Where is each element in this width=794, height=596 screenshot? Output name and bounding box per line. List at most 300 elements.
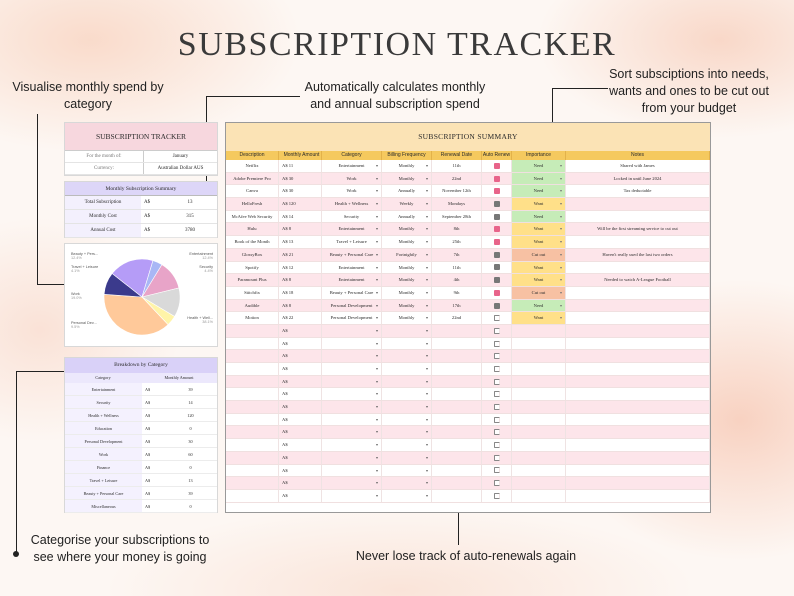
cell-renewal-date[interactable] [432,465,482,477]
connector-dot [13,551,19,557]
cell-notes[interactable]: Locked in until June 2024 [566,173,710,185]
cell-renewal-date[interactable] [432,325,482,337]
cell-monthly-amount[interactable]: A$ [279,350,322,362]
cell-billing-dropdown[interactable]: Annually ▾ [382,211,432,223]
cell-importance-dropdown[interactable] [512,452,566,464]
cell-importance-dropdown[interactable]: Cut out ▾ [512,249,566,261]
cell-category-dropdown[interactable]: Health + Wellness ▾ [322,198,382,210]
summary-sheet-title: SUBSCRIPTION SUMMARY [226,123,710,151]
auto-renew-checkbox[interactable] [494,214,500,220]
auto-renew-checkbox[interactable] [494,163,500,169]
cell-importance-dropdown[interactable]: Want ▾ [512,223,566,235]
connector-line [37,114,38,284]
cell-category-dropdown[interactable] [322,376,382,388]
cell-renewal-date[interactable] [432,452,482,464]
table-row [226,388,710,401]
cell-billing-dropdown[interactable] [382,477,432,489]
pie-slice-name: Beauty + Pers... [71,252,99,256]
cell-billing-dropdown[interactable]: Monthly ▾ [382,274,432,286]
cell-notes[interactable] [566,262,710,274]
cell-billing-dropdown[interactable] [382,426,432,438]
cell-description[interactable]: Paramount Plus [226,274,279,286]
connector-line [16,371,66,372]
cell-monthly-amount[interactable]: A$ [279,477,322,489]
cell-renewal-date[interactable]: September 28th [432,211,482,223]
cell-notes[interactable] [566,477,710,489]
cell-category-dropdown[interactable]: Security ▾ [322,211,382,223]
cell-monthly-amount[interactable]: A$ 8 [279,274,322,286]
breakdown-currency: A$ [145,491,151,496]
cell-monthly-amount[interactable]: A$ 120 [279,198,322,210]
cell-auto-renew [482,376,512,388]
auto-renew-checkbox[interactable] [494,226,500,232]
cell-notes[interactable]: Tax deductable [566,185,710,197]
cell-renewal-date[interactable]: 11th [432,262,482,274]
summary-row [65,196,217,210]
breakdown-row [65,409,217,422]
summary-label: Annual Cost [65,224,141,237]
cell-monthly-amount[interactable]: A$ 11 [279,160,322,172]
cell-auto-renew [482,249,512,261]
cell-monthly-amount[interactable]: A$ 8 [279,300,322,312]
breakdown-amount: 60 [188,452,193,457]
cell-importance-dropdown[interactable]: Need ▾ [512,211,566,223]
auto-renew-checkbox[interactable] [494,290,500,296]
cell-renewal-date[interactable]: Mondays [432,198,482,210]
cell-notes[interactable]: Needed to watch A-League Football [566,274,710,286]
cell-billing-dropdown[interactable]: Fortnightly ▾ [382,249,432,261]
cell-notes[interactable]: Haven't really used the last two orders [566,249,710,261]
cell-description[interactable] [226,338,279,350]
breakdown-amount: 39 [188,491,193,496]
cell-renewal-date[interactable]: 4th [432,274,482,286]
auto-renew-checkbox[interactable] [494,252,500,258]
cell-category-dropdown[interactable] [322,490,382,502]
cell-monthly-amount[interactable]: A$ [279,401,322,413]
table-row [226,173,710,186]
breakdown-amount: 120 [187,413,194,418]
cell-description[interactable] [226,452,279,464]
cell-description[interactable] [226,439,279,451]
cell-importance-dropdown[interactable]: Want ▾ [512,198,566,210]
pie-slice-name: Health + Well... [187,316,213,320]
auto-renew-checkbox[interactable] [494,493,500,499]
cell-monthly-amount[interactable]: A$ [279,426,322,438]
cell-notes[interactable] [566,325,710,337]
cell-description[interactable]: Adobe Premiere Pro [226,173,279,185]
cell-notes[interactable] [566,300,710,312]
cell-renewal-date[interactable] [432,414,482,426]
cell-description[interactable]: Canva [226,185,279,197]
cell-importance-dropdown[interactable]: Want ▾ [512,236,566,248]
cell-auto-renew [482,401,512,413]
cell-monthly-amount[interactable]: A$ 30 [279,173,322,185]
cell-billing-dropdown[interactable] [382,414,432,426]
cell-description[interactable] [226,325,279,337]
cell-renewal-date[interactable] [432,490,482,502]
cell-billing-dropdown[interactable] [382,439,432,451]
cell-auto-renew [482,160,512,172]
breakdown-category: Work [65,448,142,460]
cell-importance-dropdown[interactable]: Want ▾ [512,262,566,274]
pie-slice-label [71,252,98,261]
cell-description[interactable] [226,426,279,438]
cell-monthly-amount[interactable]: A$ [279,388,322,400]
cell-billing-dropdown[interactable] [382,401,432,413]
cell-importance-dropdown[interactable] [512,414,566,426]
pie-slice-pct: 4.1% [71,269,80,274]
cell-notes[interactable] [566,465,710,477]
auto-renew-checkbox[interactable] [494,366,500,372]
cell-monthly-amount[interactable]: A$ 30 [279,185,322,197]
connector-line [16,371,17,553]
breakdown-currency: A$ [145,413,151,418]
cell-description[interactable] [226,465,279,477]
pie-slice-pct: 12.4% [202,256,213,261]
cell-category-dropdown[interactable]: Entertainment ▾ [322,262,382,274]
breakdown-currency: A$ [145,387,151,392]
cell-monthly-amount[interactable]: A$ 21 [279,249,322,261]
cell-renewal-date[interactable] [432,338,482,350]
month-label: For the month of: [86,154,122,159]
auto-renew-checkbox[interactable] [494,188,500,194]
table-row [226,452,710,465]
cell-renewal-date[interactable] [432,376,482,388]
cell-billing-dropdown[interactable]: Monthly ▾ [382,173,432,185]
cell-category-dropdown[interactable] [322,363,382,375]
cell-notes[interactable] [566,338,710,350]
cell-importance-dropdown[interactable] [512,388,566,400]
breakdown-row [65,487,217,500]
summary-row [65,210,217,224]
cell-description[interactable]: GlossyBox [226,249,279,261]
col-importance: Importance [512,151,566,160]
cell-importance-dropdown[interactable] [512,439,566,451]
cell-billing-dropdown[interactable]: Monthly ▾ [382,160,432,172]
cell-notes[interactable] [566,414,710,426]
cell-description[interactable] [226,363,279,375]
cell-billing-dropdown[interactable] [382,350,432,362]
cell-billing-dropdown[interactable]: Monthly ▾ [382,312,432,324]
cell-notes[interactable] [566,452,710,464]
cell-auto-renew [482,312,512,324]
callout-categorise: Categorise your subscriptions to see where your money is going [30,533,210,564]
cell-notes[interactable] [566,439,710,451]
auto-renew-checkbox[interactable] [494,404,500,410]
cell-category-dropdown[interactable] [322,439,382,451]
table-row [226,185,710,198]
cell-billing-dropdown[interactable]: Weekly ▾ [382,198,432,210]
cell-renewal-date[interactable]: 25th [432,236,482,248]
cell-auto-renew [482,452,512,464]
cell-category-dropdown[interactable] [322,465,382,477]
cell-category-dropdown[interactable] [322,388,382,400]
cell-renewal-date[interactable]: 9th [432,287,482,299]
cell-billing-dropdown[interactable]: Monthly ▾ [382,300,432,312]
cell-monthly-amount[interactable]: A$ [279,414,322,426]
cell-auto-renew [482,198,512,210]
cell-renewal-date[interactable] [432,439,482,451]
col-notes: Notes [566,151,710,160]
pie-slice-name: Travel + Leisure [71,265,99,269]
cell-billing-dropdown[interactable] [382,338,432,350]
cell-renewal-date[interactable] [432,477,482,489]
cell-billing-dropdown[interactable] [382,363,432,375]
cell-category-dropdown[interactable] [322,414,382,426]
table-row [226,325,710,338]
cell-notes[interactable] [566,401,710,413]
table-row [226,312,710,325]
auto-renew-checkbox[interactable] [494,467,500,473]
cell-notes[interactable] [566,350,710,362]
cell-importance-dropdown[interactable]: Need ▾ [512,300,566,312]
cell-description[interactable]: Hulu [226,223,279,235]
cell-billing-dropdown[interactable]: Monthly ▾ [382,236,432,248]
auto-renew-checkbox[interactable] [494,442,500,448]
table-row [226,287,710,300]
cell-category-dropdown[interactable]: Beauty + Personal Care ▾ [322,287,382,299]
cell-monthly-amount[interactable]: A$ 18 [279,287,322,299]
cell-renewal-date[interactable] [432,388,482,400]
cell-auto-renew [482,477,512,489]
tracker-panel [64,122,218,176]
cell-importance-dropdown[interactable]: Want ▾ [512,312,566,324]
cell-description[interactable] [226,388,279,400]
cell-importance-dropdown[interactable] [512,426,566,438]
cell-importance-dropdown[interactable] [512,465,566,477]
cell-monthly-amount[interactable]: A$ [279,452,322,464]
cell-renewal-date[interactable]: 8th [432,223,482,235]
cell-description[interactable]: McAfee Web Security [226,211,279,223]
table-row [226,262,710,275]
breakdown-row [65,474,217,487]
table-row [226,401,710,414]
cell-category-dropdown[interactable]: Work ▾ [322,173,382,185]
cell-notes[interactable]: Shared with James [566,160,710,172]
cell-monthly-amount[interactable]: A$ 22 [279,312,322,324]
cell-description[interactable] [226,350,279,362]
currency-row [65,163,217,175]
breakdown-currency: A$ [145,504,151,509]
cell-monthly-amount[interactable]: A$ [279,465,322,477]
cell-importance-dropdown[interactable]: Want ▾ [512,274,566,286]
breakdown-category: Entertainment [65,383,142,395]
cell-importance-dropdown[interactable] [512,376,566,388]
breakdown-panel [64,357,218,513]
col-category: Category [322,151,382,160]
cell-description[interactable]: Book of the Month [226,236,279,248]
cell-category-dropdown[interactable] [322,477,382,489]
table-row [226,236,710,249]
auto-renew-checkbox[interactable] [494,264,500,270]
pie-slice-name: Work [71,292,80,296]
auto-renew-checkbox[interactable] [494,417,500,423]
cell-renewal-date[interactable]: 11th [432,160,482,172]
cell-description[interactable] [226,414,279,426]
table-row [226,274,710,287]
cell-renewal-date[interactable] [432,350,482,362]
cell-category-dropdown[interactable]: Travel + Leisure ▾ [322,236,382,248]
pie-slice-label [187,316,213,325]
cell-importance-dropdown[interactable] [512,490,566,502]
breakdown-currency: A$ [145,478,151,483]
cell-monthly-amount[interactable]: A$ 8 [279,223,322,235]
auto-renew-checkbox[interactable] [494,303,500,309]
table-row [226,249,710,262]
cell-category-dropdown[interactable] [322,426,382,438]
auto-renew-checkbox[interactable] [494,429,500,435]
cell-category-dropdown[interactable]: Work ▾ [322,185,382,197]
cell-notes[interactable] [566,287,710,299]
cell-billing-dropdown[interactable]: Monthly ▾ [382,262,432,274]
cell-renewal-date[interactable]: 7th [432,249,482,261]
cell-category-dropdown[interactable]: Beauty + Personal Care ▾ [322,249,382,261]
auto-renew-checkbox[interactable] [494,277,500,283]
auto-renew-checkbox[interactable] [494,201,500,207]
cell-notes[interactable] [566,490,710,502]
cell-monthly-amount[interactable]: A$ [279,325,322,337]
cell-importance-dropdown[interactable] [512,401,566,413]
cell-description[interactable]: Stitchfix [226,287,279,299]
cell-description[interactable] [226,376,279,388]
cell-auto-renew [482,465,512,477]
cell-category-dropdown[interactable] [322,452,382,464]
auto-renew-checkbox[interactable] [494,480,500,486]
table-row [226,426,710,439]
currency-label: Currency: [94,166,114,171]
summary-value: 13 [187,200,193,205]
cell-category-dropdown[interactable]: Entertainment ▾ [322,274,382,286]
table-row [226,350,710,363]
cell-category-dropdown[interactable] [322,325,382,337]
cell-description[interactable] [226,477,279,489]
cell-renewal-date[interactable] [432,401,482,413]
cell-billing-dropdown[interactable]: Monthly ▾ [382,287,432,299]
cell-importance-dropdown[interactable] [512,338,566,350]
breakdown-amount: 0 [189,426,192,431]
month-value[interactable]: January [143,151,217,162]
cell-notes[interactable] [566,426,710,438]
cell-renewal-date[interactable]: November 12th [432,185,482,197]
summary-row [65,224,217,238]
cell-billing-dropdown[interactable] [382,465,432,477]
cell-renewal-date[interactable]: 17th [432,300,482,312]
cell-description[interactable]: Motion [226,312,279,324]
pie-slice-label [189,252,213,261]
cell-monthly-amount[interactable]: A$ 14 [279,211,322,223]
col-monthly-amount: Monthly Amount [279,151,322,160]
auto-renew-checkbox[interactable] [494,379,500,385]
cell-notes[interactable] [566,236,710,248]
cell-renewal-date[interactable]: 22nd [432,173,482,185]
cell-billing-dropdown[interactable] [382,490,432,502]
cell-monthly-amount[interactable]: A$ [279,363,322,375]
table-row [226,414,710,427]
summary-currency: A$ [144,228,151,233]
tracker-panel-title: SUBSCRIPTION TRACKER [65,123,217,151]
cell-renewal-date[interactable] [432,426,482,438]
cell-category-dropdown[interactable] [322,338,382,350]
cell-billing-dropdown[interactable]: Monthly ▾ [382,223,432,235]
cell-description[interactable]: Netflix [226,160,279,172]
cell-category-dropdown[interactable]: Entertainment ▾ [322,223,382,235]
cell-category-dropdown[interactable]: Personal Development ▾ [322,312,382,324]
cell-description[interactable] [226,490,279,502]
cell-monthly-amount[interactable]: A$ [279,338,322,350]
cell-notes[interactable]: Will be the first streaming service to cut out [566,223,710,235]
cell-description[interactable] [226,401,279,413]
cell-category-dropdown[interactable]: Personal Development ▾ [322,300,382,312]
cell-billing-dropdown[interactable] [382,452,432,464]
table-row [226,300,710,313]
cell-notes[interactable] [566,363,710,375]
cell-importance-dropdown[interactable]: Need ▾ [512,185,566,197]
cell-monthly-amount[interactable]: A$ 13 [279,236,322,248]
cell-category-dropdown[interactable] [322,401,382,413]
cell-notes[interactable] [566,211,710,223]
cell-renewal-date[interactable] [432,363,482,375]
cell-monthly-amount[interactable]: A$ [279,439,322,451]
col-auto-renew: Auto Renew [482,152,511,158]
cell-monthly-amount[interactable]: A$ [279,490,322,502]
cell-notes[interactable] [566,388,710,400]
table-row [226,198,710,211]
cell-category-dropdown[interactable] [322,350,382,362]
connector-line [206,96,300,97]
cell-category-dropdown[interactable]: Entertainment ▾ [322,160,382,172]
auto-renew-checkbox[interactable] [494,239,500,245]
cell-auto-renew [482,300,512,312]
cell-notes[interactable] [566,312,710,324]
cell-importance-dropdown[interactable]: Cut out ▾ [512,287,566,299]
cell-renewal-date[interactable]: 22nd [432,312,482,324]
breakdown-category: Education [65,422,142,434]
breakdown-category: Security [65,396,142,408]
cell-importance-dropdown[interactable] [512,350,566,362]
cell-importance-dropdown[interactable]: Need ▾ [512,160,566,172]
auto-renew-checkbox[interactable] [494,391,500,397]
cell-importance-dropdown[interactable] [512,363,566,375]
cell-importance-dropdown[interactable]: Need ▾ [512,173,566,185]
cell-billing-dropdown[interactable]: Annually ▾ [382,185,432,197]
cell-monthly-amount[interactable]: A$ 12 [279,262,322,274]
cell-description[interactable]: Spotify [226,262,279,274]
cell-auto-renew [482,350,512,362]
auto-renew-checkbox[interactable] [494,353,500,359]
cell-auto-renew [482,173,512,185]
cell-monthly-amount[interactable]: A$ [279,376,322,388]
cell-billing-dropdown[interactable] [382,376,432,388]
summary-currency: A$ [144,200,151,205]
auto-renew-checkbox[interactable] [494,455,500,461]
auto-renew-checkbox[interactable] [494,328,500,334]
breakdown-category: Miscellaneous [65,500,142,512]
currency-value[interactable]: Australian Dollar AUS [143,163,217,174]
cell-auto-renew [482,223,512,235]
auto-renew-checkbox[interactable] [494,176,500,182]
cell-description[interactable]: HelloFresh [226,198,279,210]
cell-notes[interactable] [566,198,710,210]
breakdown-row [65,461,217,474]
cell-importance-dropdown[interactable] [512,325,566,337]
cell-description[interactable]: Audible [226,300,279,312]
cell-billing-dropdown[interactable] [382,325,432,337]
cell-notes[interactable] [566,376,710,388]
auto-renew-checkbox[interactable] [494,341,500,347]
cell-importance-dropdown[interactable] [512,477,566,489]
auto-renew-checkbox[interactable] [494,315,500,321]
cell-billing-dropdown[interactable] [382,388,432,400]
